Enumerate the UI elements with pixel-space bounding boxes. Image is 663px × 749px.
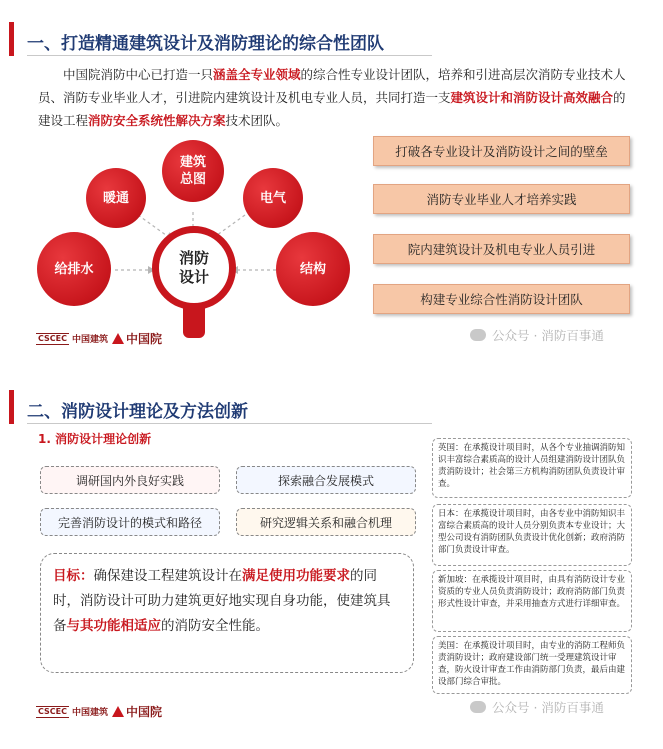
logo-sub: 中国建筑 xyxy=(72,335,109,345)
goal-highlight: 与其功能相适应 xyxy=(66,618,161,634)
watermark-text: 公众号 · 消防百事通 xyxy=(492,700,604,715)
wechat-icon xyxy=(470,701,486,713)
paragraph-text: 的建设工程 xyxy=(38,90,626,128)
center-fire-design xyxy=(152,226,236,310)
pill-3: 院内建筑设计及机电专业人员引进 xyxy=(373,234,630,264)
section2-divider xyxy=(27,423,432,424)
goal-highlight: 满足使用功能要求 xyxy=(242,568,350,584)
box-improve-mode: 完善消防设计的模式和路径 xyxy=(40,508,220,536)
box-research-practice: 调研国内外良好实践 xyxy=(40,466,220,494)
section2-accent-bar xyxy=(9,390,14,424)
watermark-bottom xyxy=(470,698,604,716)
goal-box xyxy=(40,553,414,673)
logo-triangle-icon xyxy=(112,706,124,717)
node-structure-label: 结构 xyxy=(299,261,326,277)
node-plumbing-label: 给排水 xyxy=(54,261,94,277)
center-line1: 消防 xyxy=(178,249,209,267)
paragraph-text: 中国院消防中心已打造一只 xyxy=(63,67,214,82)
paragraph-text: 技术团队。 xyxy=(225,113,289,128)
node-architecture-line2: 总图 xyxy=(179,172,206,187)
node-plumbing xyxy=(37,232,111,306)
logo-sub: 中国建筑 xyxy=(72,708,109,718)
goal-text: 的同时，消防设计可助力建筑更好地实现自身功能，使建筑具备 xyxy=(53,568,391,634)
pill-2: 消防专业毕业人才培养实践 xyxy=(373,184,630,214)
logo-mark: CSCEC xyxy=(38,333,67,343)
country-usa: 美国：在承揽设计项目时，由专业的消防工程师负责消防设计；政府建设部门统一受理建筑设计审查，防火设计审查工作由消防部门负责，最后由建设部门综合审批。 xyxy=(432,636,632,694)
country-singapore: 新加坡：在承揽设计项目时，由具有消防设计专业资质的专业人员负责消防设计；政府消防部门负责形式性设计审查，并采用抽查方式进行详细审查。 xyxy=(432,570,632,632)
section1-divider xyxy=(27,55,432,56)
section1-title: 一、打造精通建筑设计及消防理论的综合性团队 xyxy=(27,34,384,54)
node-architecture xyxy=(162,140,224,202)
center-line2: 设计 xyxy=(178,268,209,286)
watermark-text: 公众号 · 消防百事通 xyxy=(492,328,604,343)
box-study-logic: 研究逻辑关系和融合机理 xyxy=(236,508,416,536)
node-electric xyxy=(243,168,303,228)
paragraph-highlight: 涵盖全专业领域 xyxy=(213,67,301,82)
node-electric-label: 电气 xyxy=(259,190,286,206)
box-explore-model: 探索融合发展模式 xyxy=(236,466,416,494)
node-hvac-label: 暖通 xyxy=(102,190,129,206)
goal-label: 目标： xyxy=(53,568,94,584)
section2-subtitle: 1. 消防设计理论创新 xyxy=(38,432,152,446)
country-japan: 日本：在承揽设计项目时，由各专业中消防知识丰富综合素质高的设计人员分别负责本专业设计；大型公司设有消防团队负责设计优化创新；政府消防部门负责设计审查。 xyxy=(432,504,632,566)
paragraph-text: 的综合性专业设计团队，培养和引进高层次消防专业技术人员、消防专业毕业人才，引进院内建筑设计及机电专业人员，共同打造一支 xyxy=(38,67,626,105)
section1-paragraph xyxy=(38,63,633,132)
logo-triangle-icon xyxy=(112,333,124,344)
node-hvac xyxy=(86,168,146,228)
node-structure xyxy=(276,232,350,306)
section2-title: 二、消防设计理论及方法创新 xyxy=(27,402,248,422)
goal-text: 确保建设工程建筑设计在 xyxy=(93,568,242,584)
paragraph-highlight: 建筑设计和消防设计高效融合 xyxy=(450,90,614,105)
logo-name: 中国院 xyxy=(126,705,163,719)
pill-1: 打破各专业设计及消防设计之间的壁垒 xyxy=(373,136,630,166)
pill-4: 构建专业综合性消防设计团队 xyxy=(373,284,630,314)
goal-text: 的消防安全性能。 xyxy=(161,618,269,634)
country-uk: 英国：在承揽设计项目时，从各个专业抽调消防知识丰富综合素质高的设计人员组建消防设计团队负责消防设计；社会第三方机构消防团队负责设计审查。 xyxy=(432,438,632,498)
logo-name: 中国院 xyxy=(126,332,163,346)
watermark-top xyxy=(470,326,604,344)
wechat-icon xyxy=(470,329,486,341)
logo-top xyxy=(36,330,162,347)
node-architecture-line1: 建筑 xyxy=(179,155,206,170)
logo-bottom xyxy=(36,703,162,720)
logo-mark: CSCEC xyxy=(38,706,67,716)
paragraph-highlight: 消防安全系统性解决方案 xyxy=(88,113,226,128)
section1-accent-bar xyxy=(9,22,14,56)
